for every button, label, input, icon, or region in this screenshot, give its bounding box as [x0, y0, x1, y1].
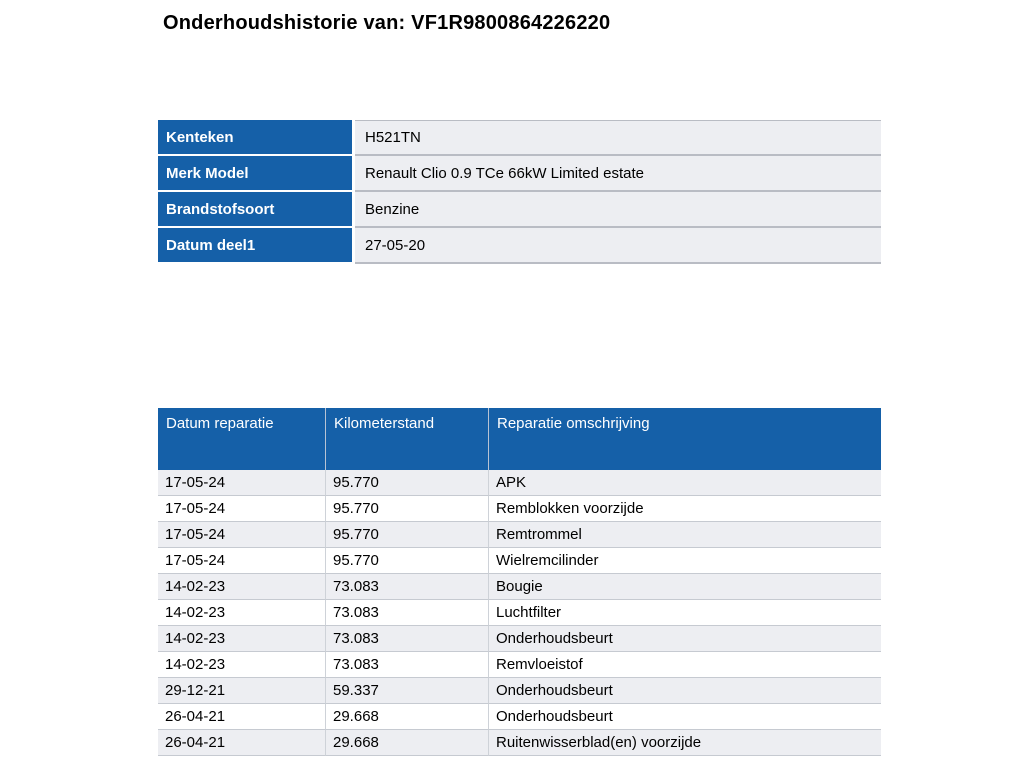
- repair-history-body: [158, 470, 881, 756]
- info-label: Kenteken: [158, 120, 355, 156]
- info-row: [158, 228, 881, 264]
- table-row: [158, 548, 881, 574]
- repair-date-cell: 26-04-21: [158, 730, 325, 756]
- info-value: Benzine: [355, 192, 881, 228]
- table-row: [158, 496, 881, 522]
- repair-description-cell: Remtrommel: [488, 522, 881, 548]
- repair-history-header: [158, 408, 881, 470]
- info-label: Datum deel1: [158, 228, 355, 264]
- repair-date-cell: 17-05-24: [158, 522, 325, 548]
- repair-description-cell: Luchtfilter: [488, 600, 881, 626]
- table-row: [158, 522, 881, 548]
- mileage-cell: 29.668: [325, 704, 488, 730]
- table-row: [158, 626, 881, 652]
- column-header-datum-reparatie: Datum reparatie: [158, 408, 325, 470]
- repair-description-cell: Onderhoudsbeurt: [488, 626, 881, 652]
- info-label: Merk Model: [158, 156, 355, 192]
- table-row: [158, 704, 881, 730]
- repair-description-cell: Bougie: [488, 574, 881, 600]
- header-row: [158, 408, 881, 470]
- repair-date-cell: 14-02-23: [158, 574, 325, 600]
- repair-description-cell: Ruitenwisserblad(en) voorzijde: [488, 730, 881, 756]
- table-row: [158, 574, 881, 600]
- mileage-cell: 29.668: [325, 730, 488, 756]
- mileage-cell: 59.337: [325, 678, 488, 704]
- repair-date-cell: 26-04-21: [158, 704, 325, 730]
- info-row: [158, 156, 881, 192]
- table-row: [158, 730, 881, 756]
- repair-description-cell: Remvloeistof: [488, 652, 881, 678]
- repair-date-cell: 17-05-24: [158, 548, 325, 574]
- page-title: Onderhoudshistorie van: VF1R9800864226220: [163, 12, 611, 34]
- mileage-cell: 73.083: [325, 652, 488, 678]
- repair-description-cell: APK: [488, 470, 881, 496]
- mileage-cell: 95.770: [325, 522, 488, 548]
- table-row: [158, 652, 881, 678]
- repair-history-table: [158, 408, 881, 756]
- repair-description-cell: Remblokken voorzijde: [488, 496, 881, 522]
- repair-date-cell: 29-12-21: [158, 678, 325, 704]
- table-row: [158, 600, 881, 626]
- info-value: Renault Clio 0.9 TCe 66kW Limited estate: [355, 156, 881, 192]
- table-row: [158, 470, 881, 496]
- repair-description-cell: Onderhoudsbeurt: [488, 704, 881, 730]
- table-row: [158, 678, 881, 704]
- info-value: H521TN: [355, 120, 881, 156]
- info-value: 27-05-20: [355, 228, 881, 264]
- info-row: [158, 120, 881, 156]
- repair-date-cell: 14-02-23: [158, 626, 325, 652]
- info-row: [158, 192, 881, 228]
- repair-date-cell: 17-05-24: [158, 496, 325, 522]
- info-label: Brandstofsoort: [158, 192, 355, 228]
- repair-description-cell: Wielremcilinder: [488, 548, 881, 574]
- mileage-cell: 95.770: [325, 470, 488, 496]
- mileage-cell: 73.083: [325, 626, 488, 652]
- mileage-cell: 95.770: [325, 548, 488, 574]
- column-header-kilometerstand: Kilometerstand: [325, 408, 488, 470]
- vehicle-info-table: [158, 120, 881, 264]
- vehicle-info-body: [158, 120, 881, 264]
- repair-date-cell: 14-02-23: [158, 652, 325, 678]
- repair-date-cell: 17-05-24: [158, 470, 325, 496]
- column-header-reparatie-omschrijving: Reparatie omschrijving: [488, 408, 881, 470]
- mileage-cell: 95.770: [325, 496, 488, 522]
- repair-description-cell: Onderhoudsbeurt: [488, 678, 881, 704]
- mileage-cell: 73.083: [325, 600, 488, 626]
- repair-date-cell: 14-02-23: [158, 600, 325, 626]
- mileage-cell: 73.083: [325, 574, 488, 600]
